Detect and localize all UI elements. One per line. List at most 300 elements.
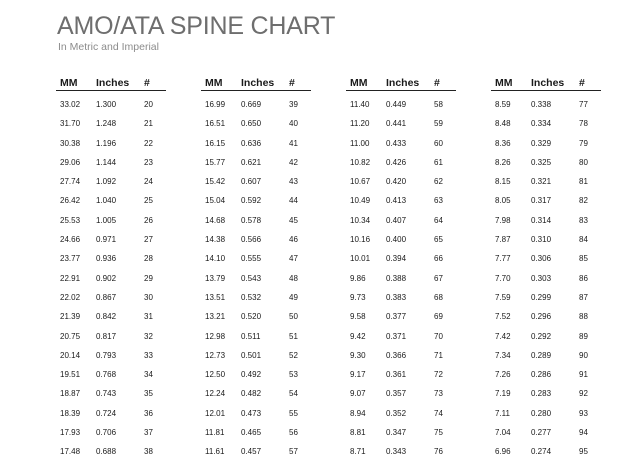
cell-number: 44 [289, 196, 298, 206]
cell-number: 29 [144, 273, 153, 283]
cell-inches: 0.352 [386, 408, 407, 418]
cell-mm: 15.77 [205, 157, 226, 167]
cell-number: 32 [144, 331, 153, 341]
table-row [491, 384, 601, 403]
spine-table-2 [201, 77, 311, 462]
cell-mm: 22.91 [60, 273, 81, 283]
cell-number: 47 [289, 254, 298, 264]
cell-number: 24 [144, 177, 153, 187]
cell-mm: 7.77 [495, 254, 511, 264]
table-row [56, 114, 166, 133]
cell-inches: 0.511 [241, 331, 261, 341]
cell-number: 66 [434, 254, 443, 264]
cell-inches: 0.441 [386, 119, 407, 129]
cell-inches: 0.650 [241, 119, 262, 129]
cell-inches: 0.329 [531, 138, 552, 148]
cell-inches: 0.407 [386, 215, 407, 225]
cell-inches: 0.936 [96, 254, 117, 264]
table-row [201, 442, 311, 461]
cell-number: 54 [289, 389, 298, 399]
table-row [491, 114, 601, 133]
cell-number: 60 [434, 138, 443, 148]
cell-inches: 0.607 [241, 177, 262, 187]
cell-mm: 11.81 [205, 428, 225, 438]
cell-inches: 0.289 [531, 350, 552, 360]
table-row [346, 91, 456, 115]
cell-inches: 0.325 [531, 157, 552, 167]
cell-inches: 0.317 [531, 196, 552, 206]
table-row [56, 230, 166, 249]
cell-mm: 20.75 [60, 331, 81, 341]
table-header-row [346, 77, 456, 91]
cell-number: 87 [579, 292, 588, 302]
cell-number: 53 [289, 370, 298, 380]
cell-number: 30 [144, 292, 153, 302]
cell-mm: 10.49 [350, 196, 371, 206]
cell-inches: 0.688 [96, 447, 117, 457]
cell-mm: 9.17 [350, 370, 366, 380]
cell-number: 51 [289, 331, 298, 341]
cell-mm: 24.66 [60, 235, 81, 245]
table-row [346, 384, 456, 403]
cell-inches: 0.334 [531, 119, 552, 129]
cell-inches: 0.543 [241, 273, 262, 283]
header-inches: Inches [527, 77, 575, 91]
cell-number: 57 [289, 447, 298, 457]
cell-mm: 9.58 [350, 312, 366, 322]
header-number: # [575, 77, 601, 91]
table-row [491, 365, 601, 384]
cell-number: 61 [434, 157, 443, 167]
cell-inches: 0.286 [531, 370, 552, 380]
table-row [56, 269, 166, 288]
cell-mm: 10.67 [350, 177, 371, 187]
table-row [201, 307, 311, 326]
cell-number: 72 [434, 370, 443, 380]
page-subtitle: In Metric and Imperial [58, 41, 159, 53]
cell-mm: 13.51 [205, 292, 226, 302]
header-mm: MM [201, 77, 237, 91]
cell-mm: 8.15 [495, 177, 511, 187]
cell-number: 46 [289, 235, 298, 245]
cell-mm: 30.38 [60, 138, 81, 148]
cell-number: 26 [144, 215, 153, 225]
cell-mm: 22.02 [60, 292, 81, 302]
cell-number: 78 [579, 119, 588, 129]
cell-mm: 25.53 [60, 215, 81, 225]
cell-mm: 7.34 [495, 350, 511, 360]
cell-number: 21 [144, 119, 153, 129]
cell-inches: 0.280 [531, 408, 552, 418]
cell-mm: 8.59 [495, 100, 511, 109]
cell-inches: 0.473 [241, 408, 262, 418]
cell-inches: 0.292 [531, 331, 552, 341]
table-row [346, 423, 456, 442]
cell-number: 62 [434, 177, 443, 187]
table-row [201, 91, 311, 115]
table-row [346, 134, 456, 153]
cell-number: 42 [289, 157, 298, 167]
cell-inches: 0.636 [241, 138, 262, 148]
cell-mm: 7.26 [495, 370, 511, 380]
cell-mm: 11.40 [350, 100, 370, 109]
cell-number: 81 [579, 177, 588, 187]
cell-mm: 11.00 [350, 138, 370, 148]
header-number: # [285, 77, 311, 91]
cell-inches: 0.555 [241, 254, 262, 264]
cell-number: 43 [289, 177, 298, 187]
cell-inches: 1.005 [96, 215, 117, 225]
cell-inches: 0.426 [386, 157, 407, 167]
cell-number: 86 [579, 273, 588, 283]
table-row [491, 442, 601, 461]
cell-number: 89 [579, 331, 588, 341]
cell-number: 22 [144, 138, 153, 148]
table-row [491, 288, 601, 307]
table-row [346, 442, 456, 461]
cell-mm: 14.68 [205, 215, 226, 225]
cell-number: 84 [579, 235, 588, 245]
cell-inches: 0.299 [531, 292, 552, 302]
cell-mm: 16.15 [205, 138, 226, 148]
table-row [56, 134, 166, 153]
cell-inches: 0.743 [96, 389, 117, 399]
table-row [56, 442, 166, 461]
table-row [491, 91, 601, 115]
cell-inches: 0.314 [531, 215, 552, 225]
cell-number: 35 [144, 389, 153, 399]
cell-number: 94 [579, 428, 588, 438]
cell-mm: 19.51 [60, 370, 81, 380]
cell-mm: 14.10 [205, 254, 226, 264]
cell-inches: 0.501 [241, 350, 262, 360]
table-header-row [56, 77, 166, 91]
cell-inches: 0.566 [241, 235, 262, 245]
cell-inches: 0.361 [386, 370, 407, 380]
spine-table-1 [56, 77, 166, 462]
cell-inches: 1.300 [96, 100, 117, 109]
table-row [346, 191, 456, 210]
cell-inches: 0.274 [531, 447, 552, 457]
table-row [56, 153, 166, 172]
cell-inches: 0.457 [241, 447, 262, 457]
table-row [346, 249, 456, 268]
cell-inches: 0.277 [531, 428, 552, 438]
cell-number: 71 [434, 350, 443, 360]
table-row [56, 404, 166, 423]
cell-mm: 17.93 [60, 428, 81, 438]
cell-number: 45 [289, 215, 298, 225]
cell-number: 69 [434, 312, 443, 322]
cell-mm: 31.70 [60, 119, 81, 129]
table-row [491, 404, 601, 423]
cell-mm: 12.24 [205, 389, 226, 399]
cell-inches: 0.482 [241, 389, 262, 399]
cell-number: 79 [579, 138, 588, 148]
cell-mm: 13.21 [205, 312, 226, 322]
cell-mm: 8.81 [350, 428, 366, 438]
table-row [201, 269, 311, 288]
cell-mm: 12.01 [205, 408, 226, 418]
cell-number: 25 [144, 196, 153, 206]
cell-mm: 14.38 [205, 235, 226, 245]
cell-mm: 12.98 [205, 331, 226, 341]
cell-inches: 0.306 [531, 254, 552, 264]
table-row [56, 172, 166, 191]
table-row [346, 172, 456, 191]
cell-mm: 10.82 [350, 157, 371, 167]
table-row [56, 211, 166, 230]
table-row [346, 288, 456, 307]
cell-inches: 0.578 [241, 215, 262, 225]
table-row [201, 172, 311, 191]
cell-mm: 8.48 [495, 119, 511, 129]
cell-inches: 0.366 [386, 350, 407, 360]
table-header-row [491, 77, 601, 91]
header-inches: Inches [92, 77, 140, 91]
cell-mm: 27.74 [60, 177, 81, 187]
cell-number: 67 [434, 273, 443, 283]
table-row [56, 288, 166, 307]
table-row [346, 365, 456, 384]
cell-inches: 0.383 [386, 292, 407, 302]
cell-inches: 1.248 [96, 119, 117, 129]
cell-inches: 0.902 [96, 273, 117, 283]
cell-mm: 12.73 [205, 350, 226, 360]
cell-mm: 7.98 [495, 215, 511, 225]
cell-inches: 0.793 [96, 350, 117, 360]
cell-mm: 18.87 [60, 389, 81, 399]
cell-inches: 0.768 [96, 370, 117, 380]
header-number: # [430, 77, 456, 91]
cell-number: 90 [579, 350, 588, 360]
table-row [346, 153, 456, 172]
cell-mm: 7.87 [495, 235, 511, 245]
table-row [201, 288, 311, 307]
header-number: # [140, 77, 166, 91]
table-row [201, 365, 311, 384]
page-title: AMO/ATA SPINE CHART [57, 12, 336, 40]
cell-inches: 0.377 [386, 312, 407, 322]
table-row [491, 153, 601, 172]
cell-inches: 0.413 [386, 196, 407, 206]
header-mm: MM [346, 77, 382, 91]
cell-inches: 0.343 [386, 447, 407, 457]
cell-number: 38 [144, 447, 153, 457]
cell-inches: 1.040 [96, 196, 117, 206]
cell-number: 91 [579, 370, 588, 380]
cell-inches: 0.296 [531, 312, 552, 322]
table-row [491, 307, 601, 326]
cell-number: 23 [144, 157, 153, 167]
cell-mm: 8.05 [495, 196, 511, 206]
cell-number: 76 [434, 447, 443, 457]
cell-inches: 0.449 [386, 100, 407, 109]
header-inches: Inches [382, 77, 430, 91]
table-row [201, 230, 311, 249]
spine-table-3 [346, 77, 456, 462]
table-row [346, 404, 456, 423]
cell-inches: 0.388 [386, 273, 407, 283]
cell-mm: 9.86 [350, 273, 366, 283]
cell-inches: 0.420 [386, 177, 407, 187]
cell-mm: 8.26 [495, 157, 511, 167]
table-row [56, 384, 166, 403]
cell-mm: 6.96 [495, 447, 511, 457]
table-row [56, 307, 166, 326]
cell-number: 59 [434, 119, 443, 129]
table-row [56, 249, 166, 268]
cell-mm: 15.42 [205, 177, 226, 187]
cell-inches: 1.092 [96, 177, 117, 187]
table-row [346, 269, 456, 288]
table-row [56, 91, 166, 115]
cell-number: 55 [289, 408, 298, 418]
cell-inches: 0.303 [531, 273, 552, 283]
cell-inches: 0.492 [241, 370, 262, 380]
cell-inches: 0.706 [96, 428, 117, 438]
cell-number: 85 [579, 254, 588, 264]
table-row [491, 191, 601, 210]
cell-mm: 15.04 [205, 196, 226, 206]
cell-inches: 0.338 [531, 100, 552, 109]
cell-number: 48 [289, 273, 298, 283]
cell-number: 33 [144, 350, 153, 360]
cell-inches: 0.394 [386, 254, 407, 264]
table-row [346, 307, 456, 326]
cell-number: 28 [144, 254, 153, 264]
header-inches: Inches [237, 77, 285, 91]
cell-number: 49 [289, 292, 298, 302]
cell-number: 82 [579, 196, 588, 206]
cell-number: 52 [289, 350, 298, 360]
table-row [201, 114, 311, 133]
cell-number: 31 [144, 312, 153, 322]
cell-number: 37 [144, 428, 153, 438]
table-row [346, 211, 456, 230]
cell-number: 75 [434, 428, 443, 438]
cell-number: 80 [579, 157, 588, 167]
cell-number: 50 [289, 312, 298, 322]
cell-number: 36 [144, 408, 153, 418]
header-mm: MM [491, 77, 527, 91]
table-row [201, 404, 311, 423]
cell-inches: 0.971 [96, 235, 117, 245]
cell-mm: 11.20 [350, 119, 370, 129]
cell-inches: 0.724 [96, 408, 117, 418]
cell-inches: 0.817 [96, 331, 117, 341]
cell-mm: 10.16 [350, 235, 371, 245]
cell-number: 70 [434, 331, 443, 341]
cell-number: 83 [579, 215, 588, 225]
cell-mm: 9.30 [350, 350, 366, 360]
cell-number: 77 [579, 100, 588, 109]
table-row [491, 172, 601, 191]
table-row [346, 114, 456, 133]
cell-mm: 12.50 [205, 370, 226, 380]
cell-mm: 17.48 [60, 447, 81, 457]
cell-mm: 8.94 [350, 408, 366, 418]
cell-number: 93 [579, 408, 588, 418]
cell-inches: 0.371 [386, 331, 407, 341]
cell-inches: 0.283 [531, 389, 552, 399]
cell-mm: 7.42 [495, 331, 511, 341]
cell-inches: 0.347 [386, 428, 407, 438]
cell-inches: 0.592 [241, 196, 262, 206]
cell-number: 63 [434, 196, 443, 206]
cell-inches: 0.400 [386, 235, 407, 245]
header-mm: MM [56, 77, 92, 91]
cell-mm: 26.42 [60, 196, 81, 206]
spine-table-4 [491, 77, 601, 462]
cell-inches: 0.842 [96, 312, 117, 322]
cell-mm: 9.07 [350, 389, 366, 399]
cell-mm: 33.02 [60, 100, 81, 109]
cell-number: 64 [434, 215, 443, 225]
cell-mm: 23.77 [60, 254, 81, 264]
table-row [201, 211, 311, 230]
cell-mm: 21.39 [60, 312, 81, 322]
cell-inches: 0.433 [386, 138, 407, 148]
cell-inches: 0.867 [96, 292, 117, 302]
cell-mm: 10.34 [350, 215, 371, 225]
table-row [491, 134, 601, 153]
cell-inches: 1.144 [96, 157, 117, 167]
cell-mm: 8.36 [495, 138, 511, 148]
table-row [201, 327, 311, 346]
cell-mm: 7.70 [495, 273, 511, 283]
cell-number: 39 [289, 100, 298, 109]
table-row [491, 249, 601, 268]
cell-inches: 0.621 [241, 157, 262, 167]
cell-mm: 7.04 [495, 428, 511, 438]
cell-number: 88 [579, 312, 588, 322]
cell-inches: 0.465 [241, 428, 262, 438]
cell-inches: 1.196 [96, 138, 117, 148]
cell-number: 27 [144, 235, 153, 245]
cell-number: 34 [144, 370, 153, 380]
cell-mm: 20.14 [60, 350, 81, 360]
table-row [201, 423, 311, 442]
cell-mm: 7.52 [495, 312, 511, 322]
cell-number: 65 [434, 235, 443, 245]
table-header-row [201, 77, 311, 91]
table-row [201, 134, 311, 153]
table-row [56, 327, 166, 346]
cell-mm: 10.01 [350, 254, 371, 264]
cell-mm: 13.79 [205, 273, 226, 283]
cell-number: 56 [289, 428, 298, 438]
table-row [201, 249, 311, 268]
cell-inches: 0.310 [531, 235, 552, 245]
cell-inches: 0.669 [241, 100, 262, 109]
table-row [56, 423, 166, 442]
table-row [491, 230, 601, 249]
cell-number: 73 [434, 389, 443, 399]
cell-mm: 9.73 [350, 292, 366, 302]
cell-number: 58 [434, 100, 443, 109]
cell-number: 95 [579, 447, 588, 457]
table-row [201, 384, 311, 403]
table-row [491, 346, 601, 365]
table-row [491, 327, 601, 346]
cell-number: 20 [144, 100, 153, 109]
table-row [491, 211, 601, 230]
table-row [491, 423, 601, 442]
table-row [201, 346, 311, 365]
table-row [346, 230, 456, 249]
cell-mm: 7.11 [495, 408, 510, 418]
